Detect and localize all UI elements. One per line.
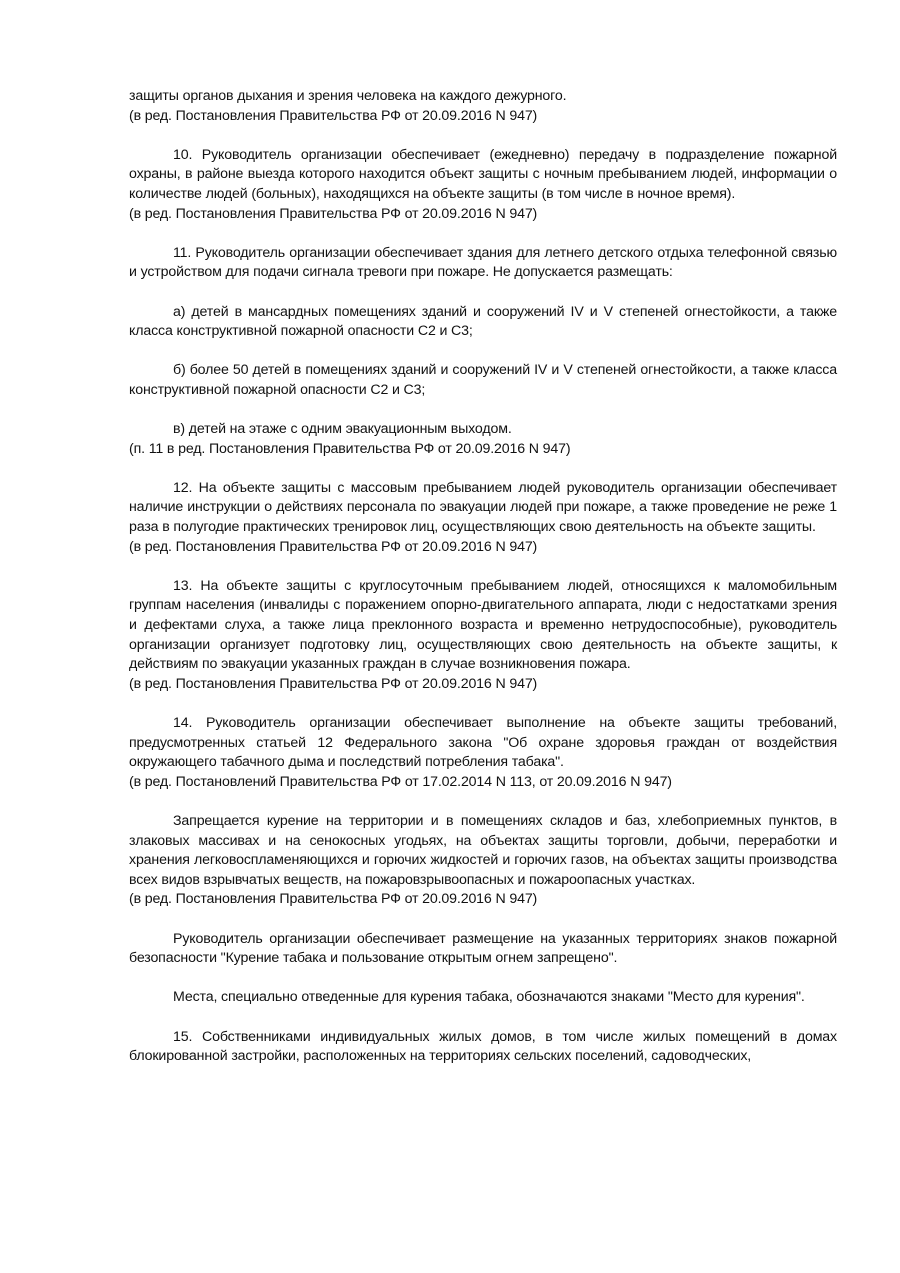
amendment-note: (в ред. Постановления Правительства РФ от 20.09.2016 N 947) (129, 107, 538, 124)
paragraph-text: 13. На объекте защиты с круглосуточным пребыванием людей, относящихся к маломобильным группам населения (инвалиды с поражением опорно-двигательного аппарата, люди с недостатками зрения и дефектами слуха, а также лица преклонного возраста и временно нетрудоспособные), руководитель организации организует подготовку лиц, осуществляющих свою деятельность на объекте защиты, к действиям по эвакуации указанных граждан в случае возникновения пожара. (129, 577, 837, 673)
paragraph-11-item-v (129, 420, 837, 459)
paragraph-10 (129, 146, 837, 224)
document-page (129, 87, 837, 1067)
paragraph-9-continuation (129, 87, 837, 126)
paragraph-text: 10. Руководитель организации обеспечивает (ежедневно) передачу в подразделение пожарной охраны, в районе выезда которого находится объект защиты с ночным пребыванием людей, информации о количестве людей (больных), находящихся на объекте защиты (в том числе в ночное время). (129, 146, 837, 202)
amendment-note: (в ред. Постановления Правительства РФ от 20.09.2016 N 947) (129, 205, 538, 222)
paragraph-14 (129, 714, 837, 792)
paragraph-11 (129, 244, 837, 283)
paragraph-text: 12. На объекте защиты с массовым пребыванием людей руководитель организации обеспечивает наличие инструкции о действиях персонала по эвакуации людей при пожаре, а также проведение не реже 1 раза в полугодие практических тренировок лиц, осуществляющих свою деятельность на объекте защиты. (129, 479, 837, 536)
paragraph-text: 15. Собственниками индивидуальных жилых домов, в том числе жилых помещений в домах блокированной застройки, расположенных на территориях сельских поселений, садоводческих, (129, 1028, 837, 1065)
amendment-note: (п. 11 в ред. Постановления Правительства РФ от 20.09.2016 N 947) (129, 440, 571, 457)
paragraph-14-signs (129, 930, 837, 969)
paragraph-text: Руководитель организации обеспечивает размещение на указанных территориях знаков пожарной безопасности "Курение табака и пользование открытым огнем запрещено". (129, 930, 837, 967)
paragraph-text: Запрещается курение на территории и в помещениях складов и баз, хлебоприемных пунктов, в злаковых массивах и на сенокосных угодьях, на объектах защиты торговли, добычи, переработки и хранения легковоспламеняющихся и горючих жидкостей и горючих газов, на объектах защиты производства всех видов взрывчатых веществ, на пожаровзрывоопасных и пожароопасных участках. (129, 812, 837, 888)
paragraph-text: 11. Руководитель организации обеспечивает здания для летнего детского отдыха телефонной связью и устройством для подачи сигнала тревоги при пожаре. Не допускается размещать: (129, 244, 837, 281)
paragraph-text: б) более 50 детей в помещениях зданий и сооружений IV и V степеней огнестойкости, а также класса конструктивной пожарной опасности С2 и С3; (129, 362, 837, 398)
paragraph-14-smoking-ban (129, 812, 837, 910)
paragraph-15 (129, 1028, 837, 1067)
paragraph-text: защиты органов дыхания и зрения человека на каждого дежурного. (129, 88, 567, 104)
amendment-note: (в ред. Постановления Правительства РФ от 20.09.2016 N 947) (129, 675, 538, 692)
paragraph-12 (129, 479, 837, 557)
amendment-note: (в ред. Постановления Правительства РФ от 20.09.2016 N 947) (129, 891, 538, 908)
amendment-note: (в ред. Постановлений Правительства РФ от 17.02.2014 N 113, от 20.09.2016 N 947) (129, 773, 672, 790)
paragraph-11-item-a (129, 303, 837, 342)
paragraph-14-smoking-places (129, 988, 837, 1008)
paragraph-text: а) детей в мансардных помещениях зданий и сооружений IV и V степеней огнестойкости, а также класса конструктивной пожарной опасности С2 и С3; (129, 303, 837, 340)
paragraph-text: Места, специально отведенные для курения табака, обозначаются знаками "Место для курения". (173, 989, 805, 1006)
paragraph-13 (129, 577, 837, 695)
amendment-note: (в ред. Постановления Правительства РФ от 20.09.2016 N 947) (129, 538, 538, 555)
paragraph-11-item-b (129, 361, 837, 400)
paragraph-text: в) детей на этаже с одним эвакуационным выходом. (173, 421, 512, 438)
paragraph-text: 14. Руководитель организации обеспечивает выполнение на объекте защиты требований, предусмотренных статьей 12 Федерального закона "Об охране здоровья граждан от воздействия окружающего табачного дыма и последствий потребления табака". (129, 715, 837, 771)
